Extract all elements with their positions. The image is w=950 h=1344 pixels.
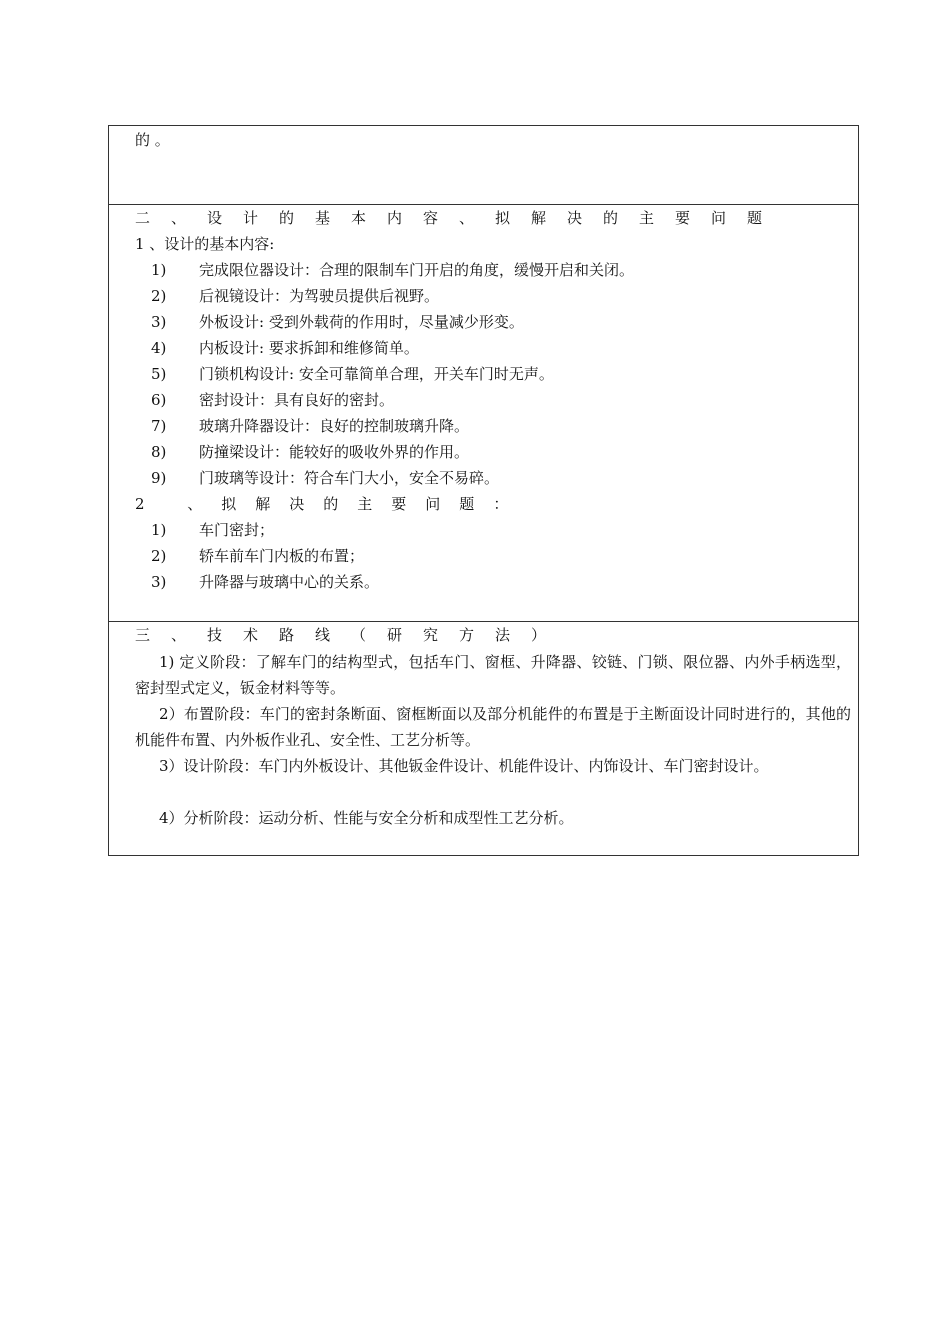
- list-item: 8) 防撞梁设计：能较好的吸收外界的作用。: [151, 443, 470, 461]
- route-paragraph: 3）设计阶段：车门内外板设计、其他钣金件设计、机能件设计、内饰设计、车门密封设计。: [159, 757, 769, 775]
- technical-route-section: [109, 622, 858, 855]
- route-paragraph: 4）分析阶段：运动分析、性能与安全分析和成型性工艺分析。: [159, 809, 574, 827]
- subheading-main-problems: 2 、拟解决的主要问题：: [135, 495, 528, 513]
- list-item: 7) 玻璃升降器设计：良好的控制玻璃升降。: [151, 417, 470, 435]
- route-paragraph: 1) 定义阶段：了解车门的结构型式，包括车门、窗框、升降器、铰链、门锁、限位器、内外手柄选型，密封型式定义，钣金材料等等。: [135, 653, 851, 697]
- previous-section-continuation: [109, 126, 858, 205]
- proposal-form-table: [108, 125, 859, 856]
- problem-item: 1) 车门密封；: [151, 521, 275, 539]
- problem-item: 2) 轿车前车门内板的布置；: [151, 547, 365, 565]
- list-item: 3) 外板设计: 受到外载荷的作用时，尽量减少形变。: [151, 313, 524, 331]
- route-paragraph: 2）布置阶段：车门的密封条断面、窗框断面以及部分机能件的布置是于主断面设计同时进行的，其他的机能件布置、内外板作业孔、安全性、工艺分析等。: [135, 705, 851, 749]
- continuation-text: 的 。: [135, 131, 170, 149]
- list-item: 4) 内板设计: 要求拆卸和维修简单。: [151, 339, 419, 357]
- list-item: 6) 密封设计：具有良好的密封。: [151, 391, 395, 409]
- list-item: 1) 完成限位器设计：合理的限制车门开启的角度，缓慢开启和关闭。: [151, 261, 635, 279]
- design-content-section: [109, 205, 858, 622]
- problem-item: 3) 升降器与玻璃中心的关系。: [151, 573, 380, 591]
- list-item: 2) 后视镜设计：为驾驶员提供后视野。: [151, 287, 440, 305]
- section-heading-technical-route: 三、技术路线（研究方法）: [135, 626, 568, 644]
- subheading-basic-content: 1 、设计的基本内容:: [135, 235, 275, 253]
- list-item: 9) 门玻璃等设计：符合车门大小，安全不易碎。: [151, 469, 500, 487]
- list-item: 5) 门锁机构设计: 安全可靠简单合理，开关车门时无声。: [151, 365, 554, 383]
- section-heading-design-content: 二、设计的基本内容、拟解决的主要问题: [135, 209, 784, 227]
